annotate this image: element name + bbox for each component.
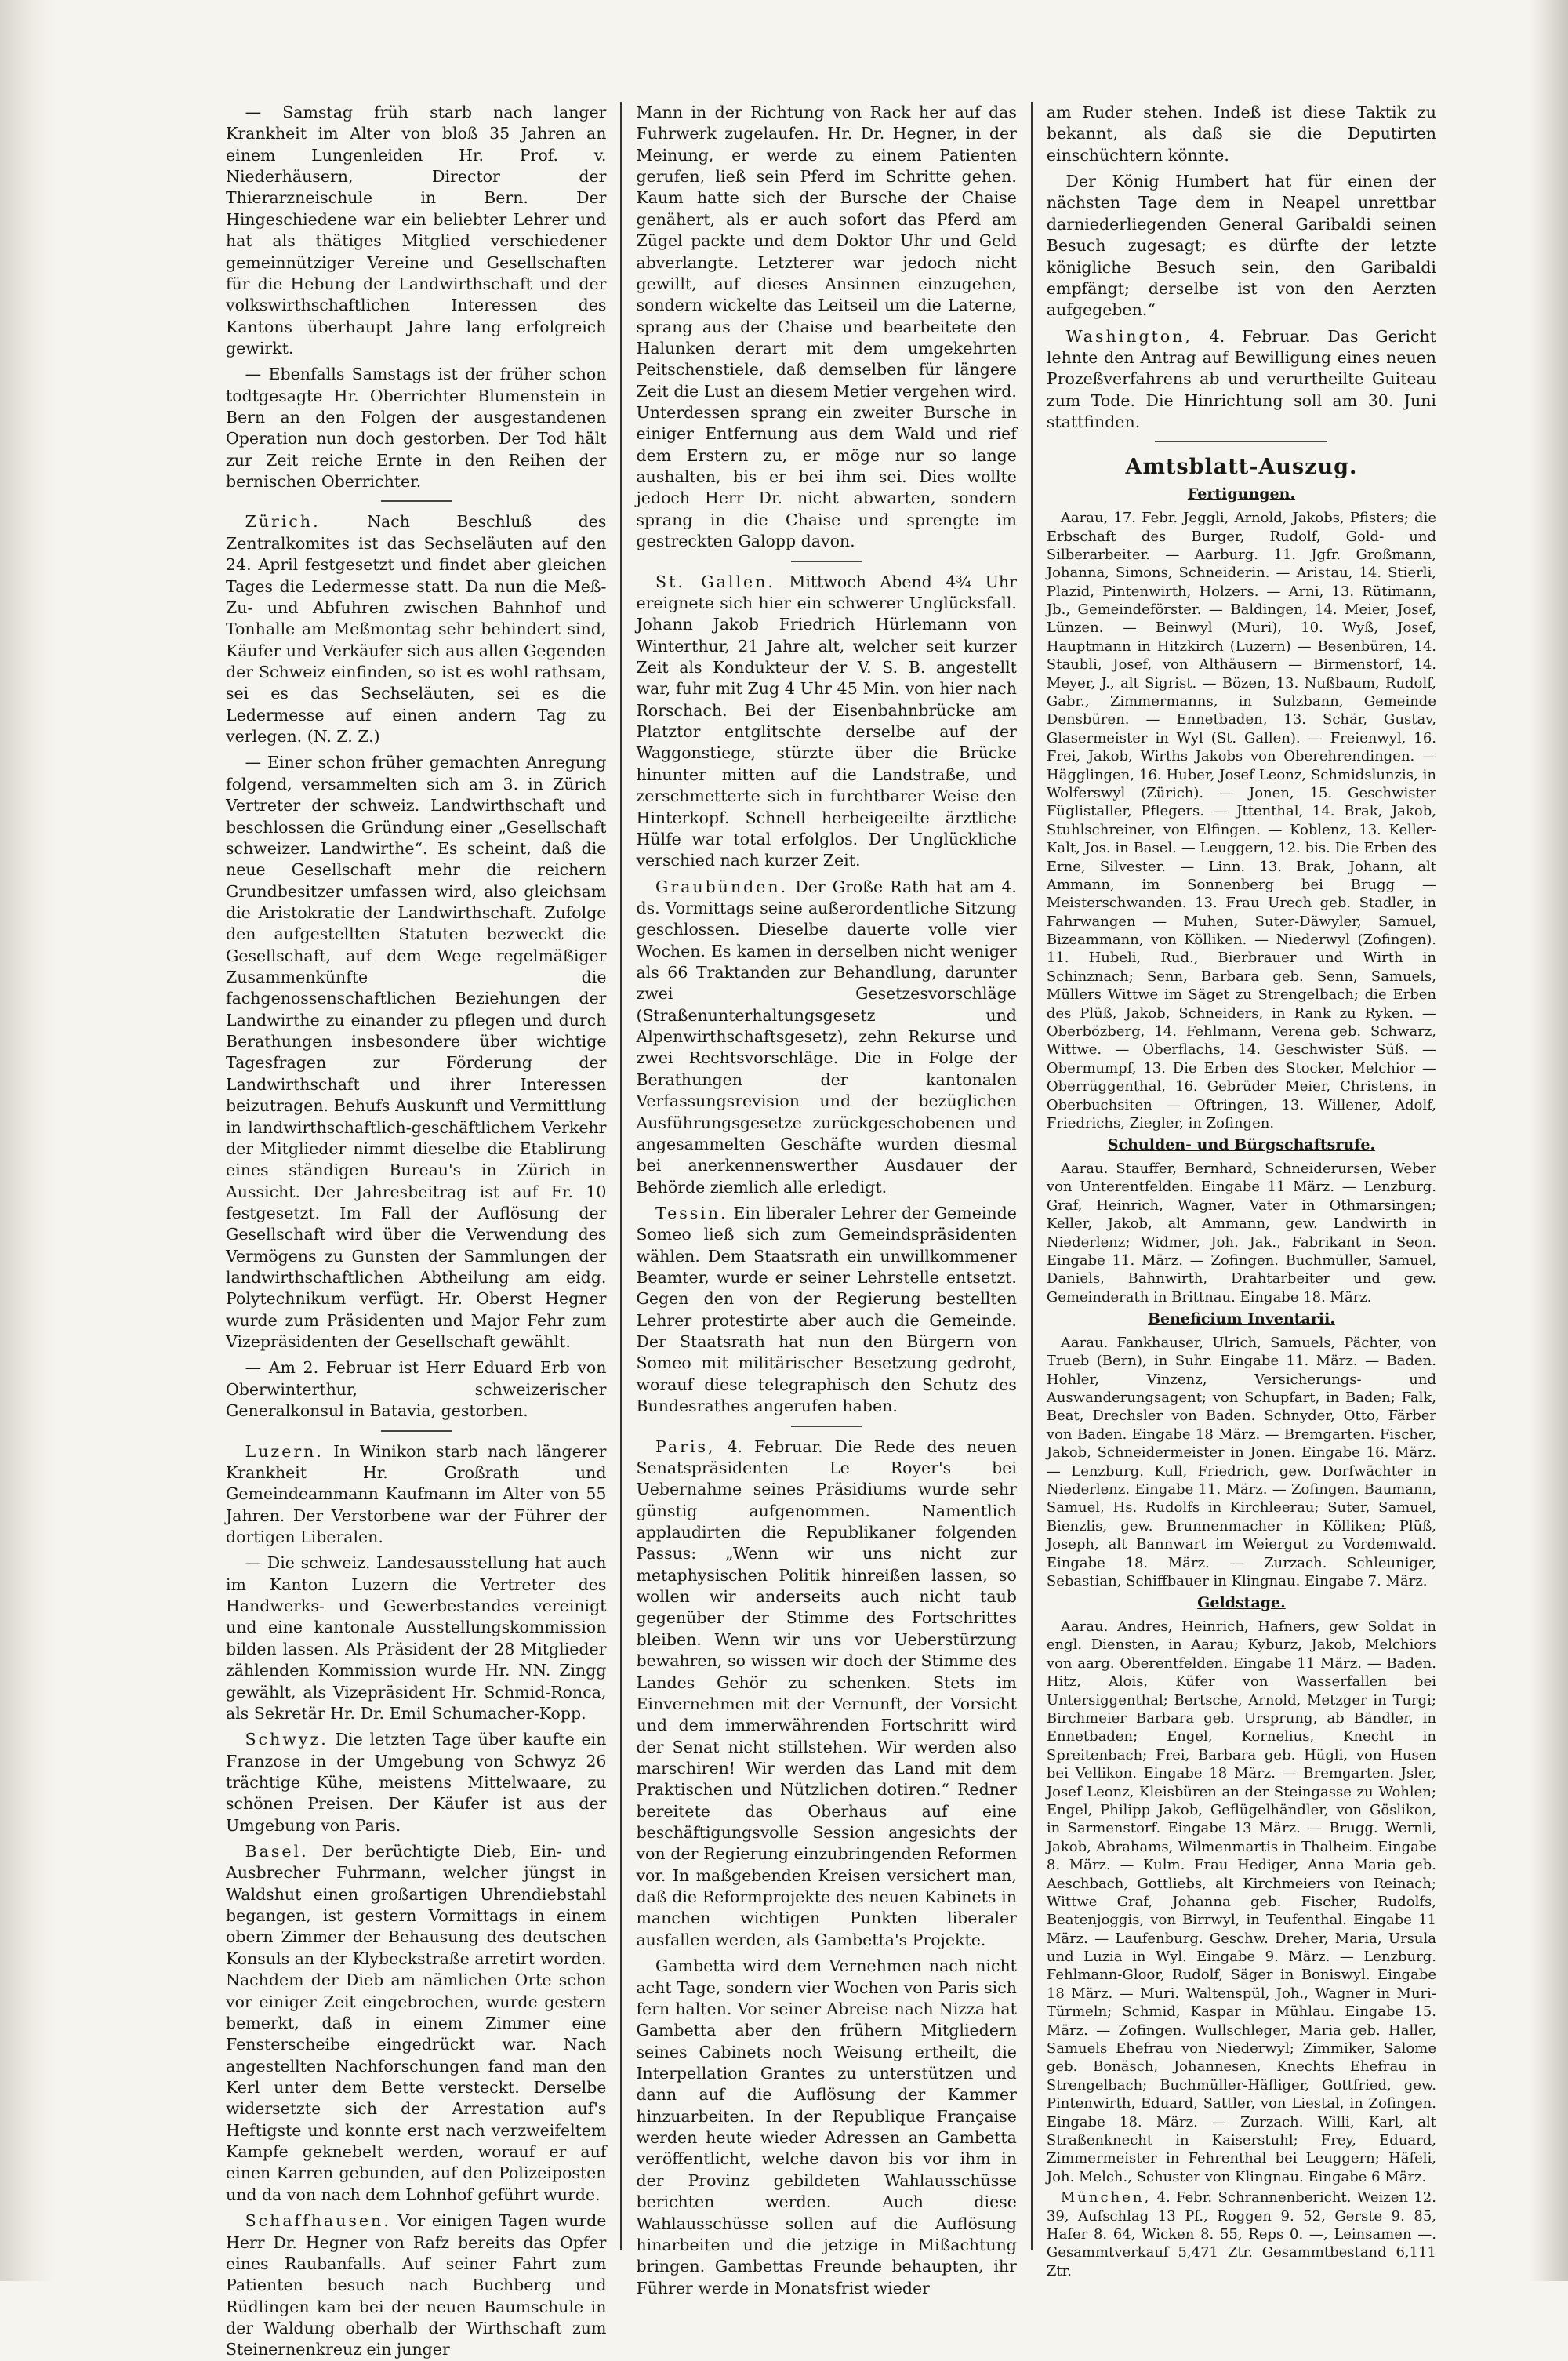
article-text: 4. Februar. Die Rede des neuen Senatspräsidenten Le Royer's bei Uebernahme seines Präsidiums wurde sehr günstig aufgenommen. Namentlich applaudirten die Republikaner folgenden Passus: „Wenn wir uns nicht zur metaphysischen Politik hinreißen lassen, so wollen wir anderseits auch nicht taub gegenüber der Stimme des Fortschrittes bleiben. Wenn wir uns vor Ueberstürzung bewahren, so wissen wir doch der Stimme des Landes Gehör zu schenken. Stets im Einvernehmen mit der Vernunft, der Vorsicht und dem immerwährenden Fortschritt wird der Senat nicht stillstehen. Wir werden also marschiren! Wir werden das Land mit dem Praktischen und Nützlichen dotiren.“ Redner bereitete das Oberhaus auf eine beschäftigungsvolle Session angesichts der von der Regierung einzubringenden Reformen vor. In maßgebenden Kreisen versichert man, daß die Reformprojekte des neuen Kabinets in manchen wichtigen Punkten liberaler ausfallen werden, als Gambetta's Projekte. — [636, 1437, 1017, 1949]
article-text: In Winikon starb nach längerer Krankheit Hr. Großrath und Gemeindeammann Kaufmann im Alter von 55 Jahren. Der Verstorbene war der Führer der dortigen Liberalen. — [226, 1441, 607, 1546]
subsection-schuldenrufe: Schulden- und Bürgschaftsrufe. — [1107, 1136, 1376, 1154]
column-3 — [1031, 102, 1450, 2279]
scan-edge-right — [1529, 0, 1568, 2281]
place-heading: Washington, — [1065, 326, 1192, 346]
article-text: Die letzten Tage über kaufte ein Franzose in der Umgebung von Schwyz 26 trächtige Kühe, meistens Mittelwaare, zu schönen Preisen. Der Käufer ist aus der Umgebung von Paris. — [226, 1730, 607, 1835]
article-text: Ein liberaler Lehrer der Gemeinde Someo ließ sich zum Gemeindspräsidenten wählen. Dem Staatsrath ein unwillkommener Beamter, wurde er seiner Lehrstelle entsetzt. Gegen den von der Regierung bestellten Lehrer protestirte aber auch die Gemeinde. Der Staatsrath hat nun den Bürgern von Someo mit militärischer Besetzung gedroht, worauf diese telegraphisch den Schutz des Bundesrathes angerufen haben. — [636, 1203, 1017, 1416]
place-heading: München, — [1060, 2189, 1152, 2207]
scan-edge-left — [0, 0, 55, 2281]
notice-schuldenrufe: Aarau. Stauffer, Bernhard, Schneiderursen, Weber von Unterentfelden. Eingabe 11 März. — Lenzburg. Graf, Heinrich, Wagner, Vater in Othmarsingen; Keller, Jakob, alt Ammann, gew. Landwirth in Niederlenz; Widmer, Joh. Jak., Fabrikant in Seon. Eingabe 11. März. — Zofingen. Buchmüller, Samuel, Daniels, Bahnwirth, Drahtarbeiter und gew. Gemeinderath in Brittnau. Eingabe 18. März. — [1046, 1161, 1436, 1306]
article-graubuenden — [636, 877, 1016, 1198]
subsection-beneficium: Beneficium Inventarii. — [1147, 1310, 1335, 1328]
article-landwirthe: — Einer schon früher gemachten Anregung folgend, versammelten sich am 3. in Zürich Vertreter der schweiz. Landwirthschaft und beschlossen die Gründung einer „Gesellschaft schweizer. Landwirthe“. Es scheint, daß die neue Gesellschaft mehr die reichern Grundbesitzer umfassen wird, also gleichsam die Aristokratie der Landwirthschaft. Zufolge den aufgestellten Statuten bezweckt die Gesellschaft, auf dem Wege regelmäßiger Zusammenkünfte die fachgenossenschaftlichen Beziehungen der Landwirthe zu einander zu pflegen und durch Berathungen insbesondere über wichtige Tagesfragen zur Förderung der Landwirthschaft und ihrer Interessen beizutragen. Behufs Auskunft und Vermittlung in landwirthschaftlich-geschäftlichem Verkehr der Mitglieder nimmt dieselbe die Etablirung eines ständigen Bureau's in Zürich in Aussicht. Der Jahresbeitrag ist auf Fr. 10 festgesetzt. Im Fall der Auflösung der Gesellschaft wird über die Verwendung des Vermögens zu Gunsten der Sammlungen der landwirthschaftlichen Abtheilung am eidg. Polytechnikum verfügt. Hr. Oberst Hegner wurde zum Präsidenten und Major Fehr zum Vizepräsidenten der Gesellschaft gewählt. — [226, 753, 607, 1352]
article-prof-niederhaeusern: — Samstag früh starb nach langer Krankheit im Alter von bloß 35 Jahren an einem Lungenleiden Hr. Prof. v. Niederhäusern, Director der Thierarzneischule in Bern. Der Hingeschiedene war ein beliebter Lehrer und hat als thätiges Mitglied verschiedener gemeinnütziger Vereine und Gesellschaften für die Hebung der Landwirthschaft und der volkswirthschaftlichen Interessen des Kantons überhaupt Jahre lang erfolgreich gewirkt. — [226, 103, 607, 358]
article-st-gallen — [636, 572, 1016, 872]
column-2 — [620, 102, 1030, 2297]
article-text: 4. Februar. Das Gericht lehnte den Antrag auf Bewilligung eines neuen Prozeßverfahrens ab und verurtheilte Guiteau zum Tode. Die Hinrichtung soll am 30. Juni stattfinden. — [1046, 326, 1436, 432]
article-gambetta-continued: am Ruder stehen. Indeß ist diese Taktik zu bekannt, als daß sie die Deputirten einschüchtern könnte. — [1046, 103, 1436, 165]
amtsblatt-notices — [1047, 485, 1436, 2280]
article-schwyz — [226, 1729, 606, 1836]
article-text: Vor einigen Tagen wurde Herr Dr. Hegner von Rafz bereits das Opfer eines Raubanfalls. Auf seiner Fahrt zum Patienten besuch nach Buchberg und Rüdlingen kam bei der neuen Baumschule in der Waldung oberhalb der Wirthschaft zum Steinernenkreuz ein junger — [226, 2211, 607, 2359]
article-schaffhausen — [226, 2210, 606, 2361]
article-landesausstellung: — Die schweiz. Landesausstellung hat auch im Kanton Luzern die Vertreter des Handwerks- und Gewerbestandes vereinigt und eine kantonale Ausstellungskommission bilden lassen. Als Präsident der 28 Mitglieder zählenden Kommission wurde Hr. NN. Zingg gewählt, als Vizepräsident Hr. Schmid-Ronca, als Sekretär Hr. Dr. Emil Schumacher-Kopp. — [226, 1553, 607, 1723]
article-text: Der Große Rath hat am 4. ds. Vormittags seine außerordentliche Sitzung geschlossen. Dieselbe dauerte volle vier Wochen. Es kamen in derselben nicht weniger als 66 Traktanden zur Behandlung, darunter zwei Gesetzesvorschläge (Straßenunterhaltungsgesetz und Alpenwirthschaftsgesetz), zehn Rekurse und zwei Rechtsvorschläge. Die in Folge der Berathungen der kantonalen Verfassungsrevision und der bezüglichen Ausführungsgesetze zurückgeschobenen und angesammelten Geschäfte wurden diesmal bei anerkennenswerther Ausdauer der Behörde ziemlich alle erledigt. — [636, 877, 1017, 1197]
article-paris — [636, 1437, 1016, 1952]
subsection-geldstage: Geldstage. — [1197, 1594, 1286, 1612]
article-text: Mittwoch Abend 4¾ Uhr ereignete sich hier ein schwerer Unglücksfall. Johann Jakob Friedrich Hürlemann von Winterthur, 21 Jahre alt, welcher seit kurzer Zeit als Kondukteur der V. S. B. angestellt war, fuhr mit Zug 4 Uhr 45 Min. von hier nach Rorschach. Bei der Eisenbahnbrücke am Platztor entglitschte derselbe auf der Waggonstiege, stürzte über die Brücke hinunter mitten auf die Landstraße, und zerschmetterte sich in furchtbarer Weise den Hinterkopf. Schnell herbeigeeilte ärztliche Hülfe war total erfolglos. Der Unglückliche verschied nach kurzer Zeit. — [636, 572, 1017, 870]
place-heading: Schaffhausen. — [245, 2211, 391, 2231]
section-title-amtsblatt: Amtsblatt-Auszug. — [1125, 455, 1358, 480]
article-tessin — [636, 1203, 1016, 1418]
article-washington — [1047, 326, 1436, 434]
place-heading: Paris, — [655, 1437, 716, 1456]
article-zuerich — [226, 511, 606, 747]
subsection-fertigungen: Fertigungen. — [1187, 485, 1296, 503]
article-luzern — [226, 1441, 606, 1549]
separator-rule — [791, 561, 862, 562]
article-erb: — Am 2. Februar ist Herr Eduard Erb von Oberwinterthur, schweizerischer Generalkonsul in Batavia, gestorben. — [226, 1358, 607, 1421]
article-text: Nach Beschluß des Zentralkomites ist das Sechseläuten auf den 24. April festgesetzt und findet aber gleichen Tages die Ledermesse statt. Da nun die Meß-Zu- und Abfuhren zwischen Bahnhof und Tonhalle am Meßmontag sehr behindert sind, Käufer und Verkäufer sich aus allen Gegenden der Schweiz einfinden, so ist es wohl rathsam, sei es das Sechseläuten, sei es die Ledermesse auf einen andern Tag zu verlegen. (N. Z. Z.) — [226, 512, 607, 746]
place-heading: Basel. — [245, 1842, 309, 1862]
article-text: Der berüchtigte Dieb, Ein- und Ausbrecher Fuhrmann, welcher jüngst in Waldshut einen großartigen Uhrendiebstahl begangen, ist gestern Vormittags in einem obern Zimmer der Behausung des deutschen Konsuls an der Klybeckstraße arretirt worden. Nachdem der Dieb am nämlichen Orte schon vor einiger Zeit eingebrochen, wurde gestern bemerkt, daß in einem Zimmer eine Fensterscheibe eingedrückt war. Nach angestellten Nachforschungen fand man den Kerl unter dem Bette versteckt. Derselbe widersetzte sich der Arrestation auf's Heftigste und konnte erst nach verzweifeltem Kampfe geknebelt werden, worauf er auf einen Karren gebunden, auf den Polizeiposten und da von nach dem Lohnhof geführt wurde. — [226, 1842, 607, 2204]
place-heading: Zürich. — [245, 512, 321, 532]
place-heading: Tessin. — [655, 1203, 728, 1222]
newspaper-page — [212, 102, 1450, 2359]
notice-text: 4. Febr. Schrannenbericht. Weizen 12. 39, Aufschlag 13 Pf., Roggen 9. 52, Gerste 9. 85, Hafer 8. 64, Wicken 8. 55, Reps 0. —, Leinsamen —. Gesammtverkauf 5,471 Ztr. Gesammtbestand 6,111 Ztr. — [1046, 2189, 1436, 2279]
article-basel — [226, 1841, 606, 2206]
place-heading: Schwyz. — [245, 1730, 328, 1749]
separator-rule — [381, 500, 452, 502]
notice-fertigungen: Aarau, 17. Febr. Jeggli, Arnold, Jakobs, Pfisters; die Erbschaft des Burger, Rudolf, Gold- und Silberarbeiter. — Aarburg. 11. Jgfr. Großmann, Johanna, Simons, Schneiderin. — Aristau, 14. Stierli, Plazid, Pintenwirth, Holzers. — Arni, 13. Rütimann, Jb., Gemeindeförster. — Baldingen, 14. Meier, Josef, Lünzen. — Beinwyl (Muri), 10. Wyß, Josef, Hauptmann in Hitzkirch (Luzern) — Besenbüren, 14. Staubli, Josef, von Althäusern — Birmenstorf, 14. Meyer, J., alt Sigrist. — Bözen, 13. Nußbaum, Rudolf, Gabr., Zimmermanns, in Sulzbann, Gemeinde Densbüren. — Ennetbaden, 13. Schär, Gustav, Glasermeister in Wyl (St. Gallen). — Freienwyl, 16. Frei, Jakob, Wirths Jakobs von Oberehrendingen. — Hägglingen, 16. Huber, Josef Leonz, Schmidslunzis, in Wolferswyl (Zürich). — Jonen, 15. Geschwister Füglistaller, Pflegers. — Jttenthal, 14. Brak, Jakob, Stuhlschreiner, von Elfingen. — Koblenz, 13. Keller-Kalt, Jos. in Basel. — Leuggern, 12. bis. Die Erben des Erne, Silvester. — Linn. 13. Brak, Johann, alt Ammann, im Sonnenberg bei Brugg — Meisterschwanden. 13. Frau Urech geb. Stadler, in Fahrwangen — Muhen, Suter-Däwyler, Samuel, Bizeammann, von Kölliken. — Niederwyl (Zofingen). 11. Hubeli, Rud., Bierbrauer und Wirth in Schinznach; Senn, Barbara geb. Senn, Samuels, Müllers Wittwe im Säget zu Strengelbach; die Erben des Plüß, Jakob, Schneiders, in Rank zu Ryken. — Oberbözberg, 14. Fehlmann, Verena geb. Schwarz, Wittwe. — Oberflachs, 14. Geschwister Süß. — Obermumpf, 13. Die Erben des Stocker, Melchior — Oberrüggenthal, 16. Gebrüder Meier, Christens, in Oberbuchsiten — Oftringen, 13. Willener, Adolf, Friedrichs, Ziegler, in Zofingen. — [1046, 510, 1436, 1131]
article-schaffhausen-continued: Mann in der Richtung von Rack her auf das Fuhrwerk zugelaufen. Hr. Dr. Hegner, in der Meinung, er werde zu einem Patienten gerufen, ließ sein Pferd im Schritte gehen. Kaum hatte sich der Bursche der Chaise genähert, als er auch sofort das Pferd am Zügel packte und dem Doktor Uhr und Geld abverlangte. Letzterer war jedoch nicht gewillt, auf dieses Ansinnen einzugehen, sondern wickelte das Leitseil um die Laterne, sprang aus der Chaise und bearbeitete den Halunken derart mit dem umgekehrten Peitschenstiele, daß demselben für längere Zeit die Lust an diesem Metier vergehen wird. Unterdessen sprang ein zweiter Bursche in einiger Entfernung aus dem Wald und rief dem Erstern zu, er möge nur so lange aushalten, bis er bei ihm sei. Dies wollte jedoch Herr Dr. nicht abwarten, sondern sprang in die Chaise und sprengte im gestreckten Galopp davon. — [636, 103, 1017, 551]
separator-rule — [1155, 441, 1327, 442]
separator-rule — [381, 1430, 452, 1432]
column-1 — [212, 102, 620, 2359]
place-heading: Luzern. — [245, 1441, 324, 1461]
separator-rule — [791, 1426, 862, 1427]
notice-geldstage: Aarau. Andres, Heinrich, Hafners, gew Soldat in engl. Diensten, in Aarau; Kyburz, Jakob, Melchiors von aarg. Oberentfelden. Eingabe 11 März. — Baden. Hitz, Alois, Küfer von Wasserfallen bei Untersiggenthal; Bertsche, Arnold, Metzger in Turgi; Birchmeier Barbara geb. Ursprung, ab Bändler, in Ennetbaden; Engel, Kornelius, Knecht in Spreitenbach; Frei, Barbara geb. Hügli, von Husen bei Vellikon. Eingabe 18 März. — Bremgarten. Jsler, Josef Leonz, Kleisbüren an der Steingasse zu Wohlen; Engel, Philipp Jakob, Geflügelhändler, von Göslikon, in Sarmenstorf. Eingabe 13 März. — Brugg. Wernli, Jakob, Abrahams, Wilmenmartis in Thalheim. Eingabe 8. März. — Kulm. Frau Hediger, Anna Maria geb. Aeschbach, Gottliebs, alt Kirchmeiers von Reinach; Wittwe Graf, Johanna geb. Fischer, Rudolfs, Beatenjoggis, von Birrwyl, in Teufenthal. Eingabe 11 März. — Laufenburg. Geschw. Dreher, Maria, Ursula und Luzia in Wyl. Eingabe 9. März. — Lenzburg. Fehlmann-Gloor, Rudolf, Säger in Boniswyl. Eingabe 18 März. — Muri. Waltenspül, Joh., Wagner in Muri-Türmeln; Schmid, Kaspar in Mühlau. Eingabe 15. März. — Zofingen. Wullschleger, Maria geb. Haller, Samuels Ehefrau von Niederwyl; Zimmiker, Salome geb. Bonäsch, Johannesen, Knechts Ehefrau in Strengelbach; Buchmüller-Häfliger, Gottfried, gew. Pintenwirth, Eduard, Sattler, von Liestal, in Zofingen. Eingabe 18. März. — Zurzach. Willi, Karl, alt Straßenknecht in Kaiserstuhl; Frey, Eduard, Zimmermeister in Fehrenthal bei Leuggern; Häfeli, Joh. Melch., Schuster von Klingnau. Eingabe 6 März. — [1046, 1618, 1436, 2185]
notice-muenchen-schranne — [1047, 2188, 1436, 2280]
place-heading: St. Gallen. — [655, 572, 775, 591]
notice-beneficium: Aarau. Fankhauser, Ulrich, Samuels, Pächter, von Trueb (Bern), in Suhr. Eingabe 11. März. — Baden. Hohler, Vinzenz, Versicherungs- und Auswanderungsagent; von Schupfart, in Baden; Falk, Beat, Drechsler von Baden. Schnyder, Otto, Färber von Baden. Eingabe 18 März. — Bremgarten. Fischer, Jakob, Schneidermeister in Jonen. Eingabe 16. März. — Lenzburg. Kull, Friedrich, gew. Dorfwächter in Niederlenz. Eingabe 11. März. — Zofingen. Baumann, Samuel, Hs. Rudolfs in Kirchleerau; Suter, Samuel, Bienzlis, gew. Brunnenmacher in Kölliken; Plüß, Joseph, alt Bannwart im Weiergut zu Vordemwald. Eingabe 18. März. — Zurzach. Schleuniger, Sebastian, Schiffbauer in Klingnau. Eingabe 7. März. — [1046, 1334, 1436, 1589]
article-blumenstein: — Ebenfalls Samstags ist der früher schon todtgesagte Hr. Oberrichter Blumenstein in Bern an den Folgen der ausgestandenen Operation nun doch gestorben. Der Tod hält zur Zeit reiche Ernte in den Reihen der bernischen Oberrichter. — [226, 365, 607, 492]
place-heading: Graubünden. — [655, 877, 789, 896]
article-gambetta: Gambetta wird dem Vernehmen nach nicht acht Tage, sondern vier Wochen von Paris sich fern halten. Vor seiner Abreise nach Nizza hat Gambetta aber den frühern Mitgliedern seines Cabinets noch Weisung ertheilt, die Interpellation Grantes zu unterstützen und dann auf die Auflösung der Kammer hinzuarbeiten. In der Republique Française werden heute wieder Adressen an Gambetta veröffentlicht, welche davon bis vor ihm in der Provinz gebildeten Wahlausschüsse berichten werden. Auch diese Wahlausschüsse sollen auf die Auflösung hinarbeiten und die jetzige in Mißachtung bringen. Gambettas Freunde behaupten, ihr Führer werde in Monatsfrist wieder — [636, 1956, 1017, 2297]
article-garibaldi: Der König Humbert hat für einen der nächsten Tage dem in Neapel unrettbar darniederliegenden General Garibaldi seinen Besuch zugesagt; es dürfte der letzte königliche Besuch sein, den Garibaldi empfängt; derselbe ist von den Aerzten aufgegeben.“ — [1046, 172, 1436, 320]
